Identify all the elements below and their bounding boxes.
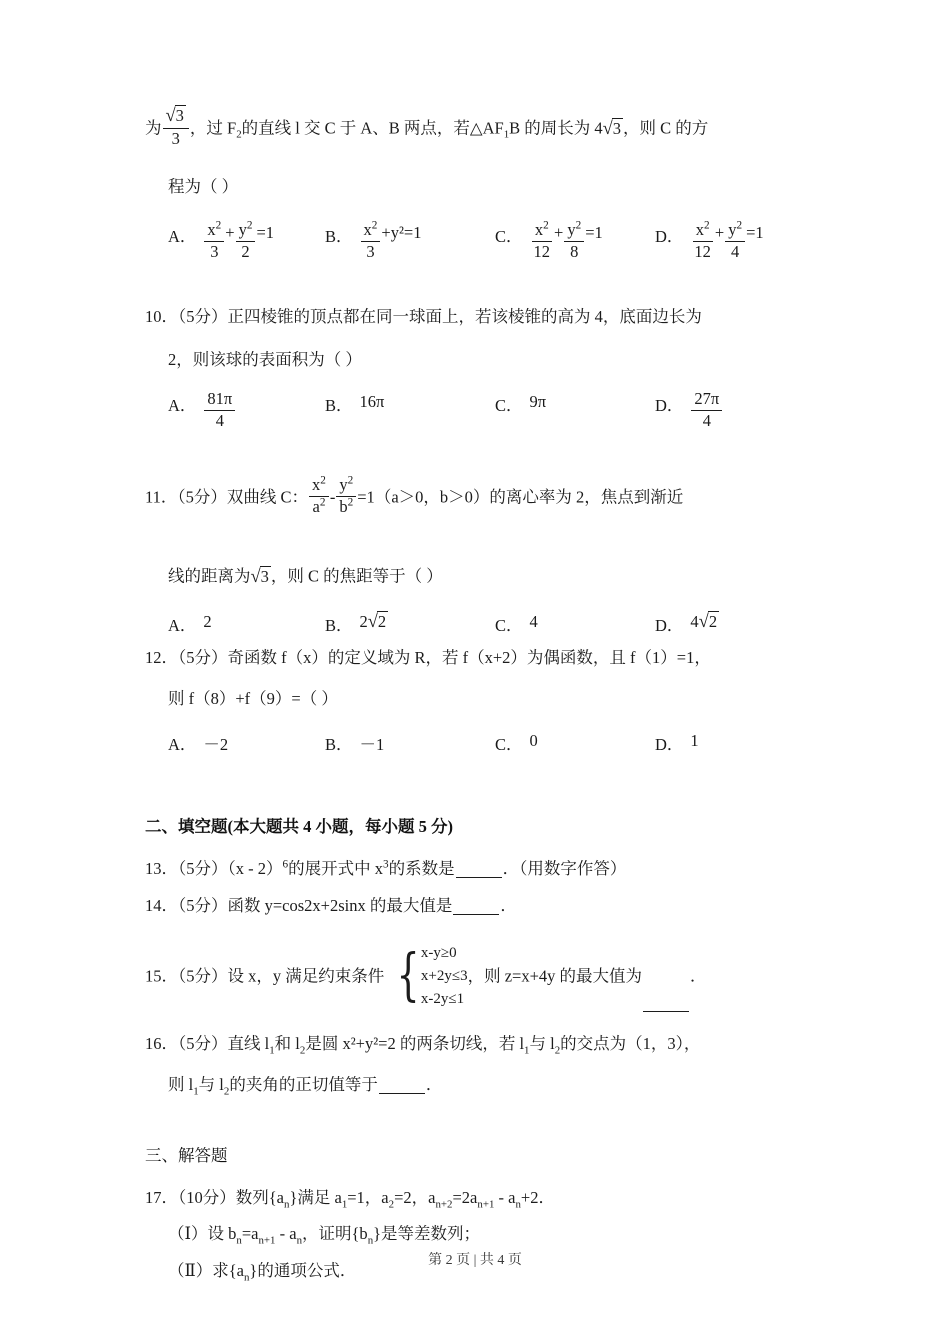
q9-f2-subscript: 2 bbox=[236, 128, 242, 141]
option-d-radical: √ 2 bbox=[698, 611, 718, 632]
q15-post: ，则 z=x+4y 的最大值为 bbox=[467, 966, 643, 986]
option-b-label: B． bbox=[325, 227, 353, 247]
option-a-label: A． bbox=[168, 616, 197, 636]
q9-text-mid2: B 的周长为 4 bbox=[509, 118, 603, 138]
question-9-option-c[interactable] bbox=[495, 219, 603, 264]
question-10-block bbox=[145, 309, 835, 454]
question-11-option-a[interactable] bbox=[168, 612, 212, 636]
question-10-option-a[interactable] bbox=[168, 389, 236, 433]
question-11-line-2 bbox=[145, 567, 835, 588]
question-15-number: 15． bbox=[145, 966, 178, 986]
option-a-value: －2 bbox=[203, 735, 229, 755]
q13-post: 的系数是 bbox=[388, 859, 455, 879]
option-a-fraction: $\frac{81\pi}{4}$ bbox=[204, 390, 235, 431]
q11-radical: √ 3 bbox=[250, 566, 269, 587]
q9-f1-subscript: 1 bbox=[503, 128, 510, 141]
option-c-value: 4 bbox=[529, 612, 538, 632]
question-12-text: 奇函数 f（x）的定义域为 R，若 f（x+2）为偶函数，且 f（1）=1， bbox=[227, 648, 711, 668]
section-2-heading: 二、填空题(本大题共 4 小题，每小题 5 分) bbox=[145, 817, 453, 837]
option-c-plus: + bbox=[554, 223, 564, 243]
question-15-score: （5分） bbox=[178, 966, 228, 986]
option-d-label: D． bbox=[655, 616, 684, 636]
option-a-equals: =1 bbox=[256, 223, 275, 243]
question-9-options bbox=[145, 219, 835, 285]
question-12-score: （5分） bbox=[178, 648, 228, 668]
question-17-number: 17． bbox=[145, 1187, 178, 1207]
page-footer: 第 2 页 | 共 4 页 bbox=[428, 1253, 522, 1268]
question-10-number: 10． bbox=[145, 307, 178, 327]
q15-tail: ． bbox=[690, 966, 707, 986]
q14-text: 函数 y=cos2x+2sinx 的最大值是 bbox=[227, 896, 453, 916]
question-12-option-a[interactable] bbox=[168, 731, 228, 755]
q11-equals: =1 bbox=[357, 487, 375, 507]
question-12-line-2: 则 f（8）+f（9）=（ ） bbox=[168, 688, 338, 708]
option-c-value: 9π bbox=[529, 392, 547, 412]
option-a-label: A． bbox=[168, 735, 197, 755]
q9-radical-3: √ 3 bbox=[602, 117, 622, 138]
q15-constraint-2: x+2y≤3 bbox=[420, 967, 468, 984]
question-14-score: （5分） bbox=[178, 896, 228, 916]
question-13-number: 13． bbox=[145, 859, 178, 879]
question-11-line-1 bbox=[145, 474, 835, 519]
question-15 bbox=[145, 943, 835, 1013]
question-10-options bbox=[145, 389, 835, 454]
q9-text-mid: 的直线 l 交 C 于 A、B 两点，若△AF bbox=[241, 118, 504, 138]
option-b-value: 16π bbox=[359, 392, 385, 412]
q11-radicand: 3 bbox=[260, 567, 269, 587]
q9-radical3-value: 3 bbox=[612, 118, 622, 138]
question-14 bbox=[145, 898, 835, 915]
question-10-line-2: 2，则该球的表面积为（ ） bbox=[168, 349, 362, 369]
question-10-option-d[interactable] bbox=[655, 389, 723, 433]
question-16-score: （5分） bbox=[178, 1034, 228, 1054]
question-9-block bbox=[145, 105, 835, 285]
question-9-line-2: 程为（ ） bbox=[168, 176, 239, 196]
question-10-text: 正四棱锥的顶点都在同一球面上，若该棱锥的高为 4，底面边长为 bbox=[227, 307, 702, 327]
question-16-line-1: 16．（5分）直线 $l_1$和 $l_2$是圆 x²+y²=2 的两条切线，若 $l_1$与 $l_2$的交点为（1，3）， bbox=[145, 1034, 701, 1057]
question-12-option-b[interactable] bbox=[325, 731, 384, 755]
question-12-number: 12． bbox=[145, 648, 178, 668]
q11-line2-post: ，则 C 的焦距等于（ ） bbox=[270, 566, 443, 586]
option-d-label: D． bbox=[655, 227, 684, 247]
question-10-line-1 bbox=[145, 309, 835, 326]
q15-answer-blank[interactable] bbox=[643, 996, 689, 1013]
question-10-option-b[interactable] bbox=[325, 392, 384, 416]
question-16-line-2: 则 $l_1$与 $l_2$的夹角的正切值等于 ． bbox=[168, 1075, 443, 1098]
question-17-part-2: （Ⅱ）求$\{a_n\}$的通项公式． bbox=[168, 1260, 357, 1283]
option-d-equals: =1 bbox=[746, 223, 764, 243]
option-a-label: A． bbox=[168, 227, 197, 247]
question-9-line-1 bbox=[145, 105, 835, 151]
option-c-label: C． bbox=[495, 616, 523, 636]
left-brace-icon: { bbox=[396, 943, 420, 1009]
q13-pre: （x - 2） bbox=[227, 859, 283, 879]
page-content bbox=[145, 105, 835, 1283]
question-16-block bbox=[145, 1034, 835, 1098]
question-12-block bbox=[145, 650, 835, 761]
q16-answer-blank[interactable] bbox=[379, 1077, 425, 1094]
option-b-value: －1 bbox=[359, 735, 385, 755]
question-11-lead: 双曲线 C： bbox=[226, 487, 309, 507]
option-d-plus: + bbox=[714, 223, 725, 243]
option-c-label: C． bbox=[495, 227, 523, 247]
option-a-plus: + bbox=[225, 223, 235, 243]
option-b-radical: √ 2 bbox=[367, 611, 387, 632]
question-11-option-d[interactable] bbox=[655, 612, 719, 636]
option-c-x-fraction: $\frac{x^2}{12}$ bbox=[533, 219, 551, 262]
q9-denominator: 3 bbox=[171, 128, 180, 148]
q9-sqrt3-over-3-fraction: √ 3 3 bbox=[163, 106, 189, 149]
option-b-label: B． bbox=[325, 735, 353, 755]
question-16-number: 16． bbox=[145, 1034, 178, 1054]
question-12-option-d[interactable] bbox=[655, 731, 699, 755]
question-9-option-d[interactable] bbox=[655, 219, 764, 264]
question-11-option-c[interactable] bbox=[495, 612, 538, 636]
option-d-label: D． bbox=[655, 396, 684, 416]
question-12-line-1 bbox=[145, 650, 835, 667]
q15-constraint-system bbox=[384, 942, 467, 1012]
question-17-part-1: （Ⅰ）设 $b_n=a_{n+1} - a_n$，证明$\{b_n\}$是等差数列； bbox=[168, 1224, 481, 1247]
option-d-x-fraction: $\frac{x^2}{12}$ bbox=[694, 219, 711, 262]
question-13 bbox=[145, 861, 835, 878]
q13-tail: ．（用数字作答） bbox=[502, 859, 627, 879]
question-17-score: （10分） bbox=[178, 1187, 236, 1207]
option-d-label: D． bbox=[655, 735, 684, 755]
q15-constraint-3: x-2y≤1 bbox=[420, 991, 465, 1008]
question-9-option-b[interactable] bbox=[325, 219, 422, 264]
question-14-number: 14． bbox=[145, 896, 178, 916]
q14-answer-blank[interactable] bbox=[453, 898, 499, 915]
q9-prefix: 为 bbox=[145, 118, 162, 138]
option-b-label: B． bbox=[325, 396, 353, 416]
q11-minus: - bbox=[329, 487, 336, 507]
question-12-options bbox=[145, 731, 835, 761]
question-13-score: （5分） bbox=[178, 859, 228, 879]
q11-condition: （a＞0，b＞0）的离心率为 2，焦点到渐近 bbox=[374, 487, 684, 507]
q9-text-end: ，则 C 的方 bbox=[623, 118, 709, 138]
option-a-label: A． bbox=[168, 396, 197, 416]
q13-exponent: 6 bbox=[282, 859, 289, 872]
question-12-option-c[interactable] bbox=[495, 731, 538, 755]
option-c-label: C． bbox=[495, 396, 523, 416]
option-c-y-fraction: $\frac{y^2}{8}$ bbox=[564, 221, 584, 262]
q15-lead: 设 x，y 满足约束条件 bbox=[227, 966, 385, 986]
option-a-y-fraction: $\frac{y^2}{2}$ bbox=[236, 221, 256, 262]
question-11-block bbox=[145, 474, 835, 642]
question-11-score: （5分） bbox=[177, 487, 227, 507]
section-3-heading: 三、解答题 bbox=[145, 1145, 228, 1165]
q11-y-fraction: $\frac{y^2}{b^2}$ bbox=[336, 476, 356, 517]
option-d-y-fraction: $\frac{y^2}{4}$ bbox=[725, 221, 745, 262]
option-b-plus: + bbox=[381, 223, 391, 243]
option-c-equals: =1 bbox=[585, 223, 603, 243]
option-b-label: B． bbox=[325, 616, 353, 636]
question-11-options bbox=[145, 612, 835, 642]
question-11-number: 11． bbox=[145, 487, 178, 507]
option-a-x-fraction: $\frac{x^2}{3}$ bbox=[204, 221, 224, 262]
option-c-label: C． bbox=[495, 735, 523, 755]
q14-tail: ． bbox=[500, 896, 517, 916]
option-d-value: 1 bbox=[690, 731, 699, 751]
q9-text-after: ，过 F bbox=[189, 118, 237, 138]
q11-line2-pre: 线的距离为 bbox=[168, 566, 251, 586]
q15-constraint-1: x-y≥0 bbox=[420, 944, 457, 961]
option-b-x-fraction: $\frac{x^2}{3}$ bbox=[361, 221, 381, 262]
q11-x-fraction: $\frac{x^2}{a^2}$ bbox=[309, 476, 329, 517]
q13-exponent-2: 3 bbox=[382, 859, 389, 872]
option-a-value: 2 bbox=[203, 612, 212, 632]
option-c-value: 0 bbox=[529, 731, 538, 751]
q13-mid: 的展开式中 x bbox=[288, 859, 383, 879]
option-b-y-term: y² bbox=[390, 223, 404, 243]
question-17-line-1: 17．（10分）数列$\{a_n\}$满足 $a_1=1$，$a_2=2$，$a_{n+2}=2a_{n+1} - a_n+2$． bbox=[145, 1187, 555, 1210]
q9-radicand: 3 bbox=[175, 106, 184, 125]
option-d-fraction: $\frac{27\pi}{4}$ bbox=[691, 390, 722, 431]
q13-answer-blank[interactable] bbox=[456, 861, 502, 878]
option-b-equals: =1 bbox=[403, 223, 422, 243]
question-10-score: （5分） bbox=[178, 307, 228, 327]
option-b-coefficient: 2 bbox=[359, 612, 368, 632]
question-11-option-b[interactable] bbox=[325, 612, 388, 636]
question-10-option-c[interactable] bbox=[495, 392, 546, 416]
option-d-coefficient: 4 bbox=[690, 612, 699, 632]
question-9-option-a[interactable] bbox=[168, 219, 275, 264]
